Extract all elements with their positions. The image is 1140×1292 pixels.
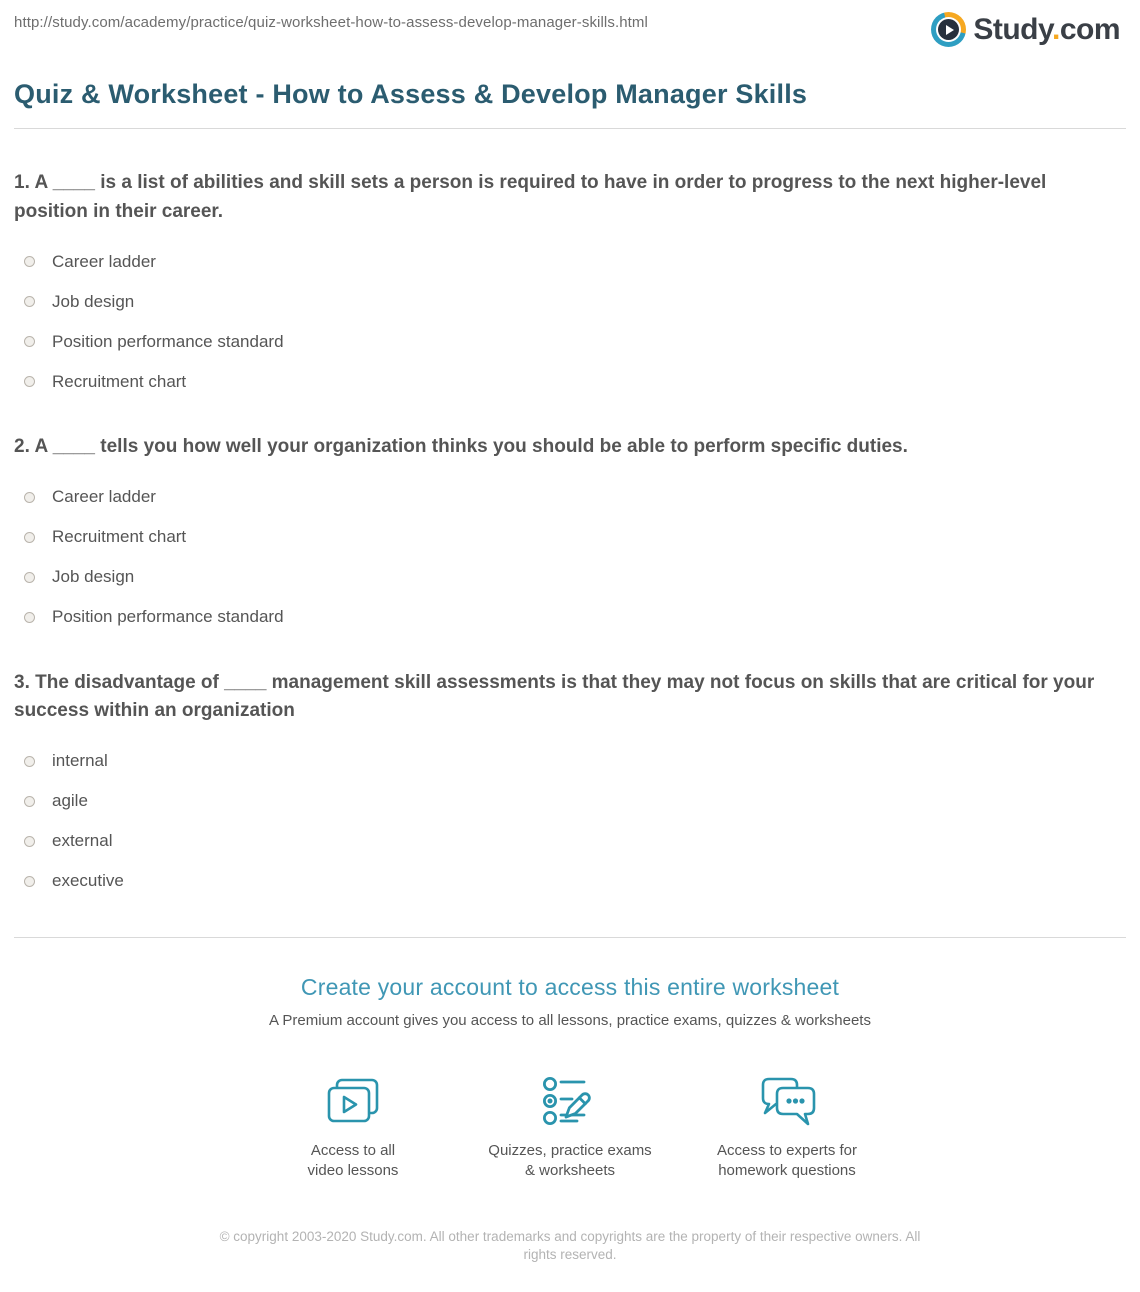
option-label[interactable]: Recruitment chart — [52, 527, 187, 547]
option-row[interactable] — [14, 486, 1126, 509]
feature-video-lessons — [245, 1069, 462, 1182]
studycom-logo[interactable] — [931, 12, 1120, 47]
option-label[interactable]: Career ladder — [52, 487, 156, 507]
option-label[interactable]: external — [52, 831, 113, 851]
studycom-play-icon — [931, 12, 966, 47]
option-label[interactable]: internal — [52, 751, 108, 771]
radio-button[interactable] — [24, 492, 35, 503]
question-1-options — [14, 250, 1126, 393]
question-1-body: A ____ is a list of abilities and skill sets a person is required to have in order to progress to the next higher-level position in their career. — [14, 172, 1047, 222]
option-label[interactable]: Position performance standard — [52, 607, 284, 627]
feature-label-line: Quizzes, practice exams — [488, 1141, 652, 1159]
page-title: Quiz & Worksheet - How to Assess & Develop Manager Skills — [14, 79, 808, 109]
radio-button[interactable] — [24, 572, 35, 583]
question-2-number: 2. — [14, 436, 30, 458]
question-3 — [14, 669, 1126, 893]
question-2-options — [14, 486, 1126, 629]
radio-button[interactable] — [24, 336, 35, 347]
option-label[interactable]: Recruitment chart — [52, 371, 187, 391]
logo-text-main: Study — [973, 12, 1052, 46]
feature-label — [308, 1141, 399, 1182]
page-header — [14, 12, 1126, 47]
quizzes-worksheets-icon — [541, 1069, 599, 1127]
question-3-body: The disadvantage of ____ management skill assessments is that they may not focus on skills that are critical for your success within an organization — [14, 671, 1095, 722]
copyright-notice: © copyright 2003-2020 Study.com. All other trademarks and copyrights are the property of their respective owners. All rights reserved. — [219, 1229, 921, 1263]
option-label[interactable]: Career ladder — [52, 251, 156, 271]
option-row[interactable] — [14, 250, 1126, 273]
feature-label — [717, 1141, 857, 1182]
logo-text-dot: . — [1051, 12, 1060, 46]
radio-button[interactable] — [24, 836, 35, 847]
option-row[interactable] — [14, 290, 1126, 313]
question-2 — [14, 433, 1126, 629]
radio-button[interactable] — [24, 612, 35, 623]
question-1-number: 1. — [14, 172, 30, 194]
option-row[interactable] — [14, 330, 1126, 353]
homework-experts-icon — [756, 1069, 818, 1127]
option-row[interactable] — [14, 370, 1126, 393]
radio-button[interactable] — [24, 876, 35, 887]
option-row[interactable] — [14, 870, 1126, 893]
feature-list — [14, 1069, 1126, 1182]
logo-text-suffix: com — [1059, 12, 1120, 46]
section-divider — [14, 937, 1126, 938]
radio-button[interactable] — [24, 532, 35, 543]
radio-button[interactable] — [24, 756, 35, 767]
question-2-body: A ____ tells you how well your organization thinks you should be able to perform specific duties. — [34, 436, 908, 458]
feature-label-line: video lessons — [307, 1162, 399, 1180]
cta-subtitle: A Premium account gives you access to all lessons, practice exams, quizzes & worksheets — [269, 1011, 871, 1029]
video-lessons-icon — [325, 1069, 381, 1127]
feature-label-line: Access to all — [310, 1141, 396, 1159]
option-row[interactable] — [14, 526, 1126, 549]
option-label[interactable]: executive — [52, 871, 124, 891]
feature-label-line: Access to experts for — [716, 1141, 858, 1159]
feature-label-line: & worksheets — [524, 1162, 616, 1180]
feature-homework-experts — [679, 1069, 896, 1182]
feature-label-line: homework questions — [718, 1162, 856, 1180]
question-3-options — [14, 750, 1126, 893]
feature-quizzes-worksheets — [462, 1069, 679, 1182]
option-label[interactable]: Position performance standard — [52, 331, 284, 351]
question-3-text — [14, 669, 1114, 726]
radio-button[interactable] — [24, 376, 35, 387]
question-3-number: 3. — [14, 671, 30, 693]
cta-section — [14, 974, 1126, 1182]
option-label[interactable]: Job design — [52, 567, 135, 587]
option-row[interactable] — [14, 830, 1126, 853]
radio-button[interactable] — [24, 796, 35, 807]
cta-title: Create your account to access this entire worksheet — [300, 973, 840, 1000]
option-label[interactable]: agile — [52, 791, 88, 811]
title-divider — [14, 128, 1126, 129]
radio-button[interactable] — [24, 296, 35, 307]
option-row[interactable] — [14, 750, 1126, 773]
radio-button[interactable] — [24, 256, 35, 267]
question-1 — [14, 169, 1126, 393]
option-row[interactable] — [14, 606, 1126, 629]
page-url: http://study.com/academy/practice/quiz-worksheet-how-to-assess-develop-manager-skills.html — [14, 14, 648, 31]
option-row[interactable] — [14, 790, 1126, 813]
option-row[interactable] — [14, 566, 1126, 589]
feature-label — [488, 1141, 651, 1182]
studycom-wordmark — [973, 13, 1120, 47]
question-1-text — [14, 169, 1114, 226]
question-2-text — [14, 433, 1114, 462]
option-label[interactable]: Job design — [52, 291, 135, 311]
